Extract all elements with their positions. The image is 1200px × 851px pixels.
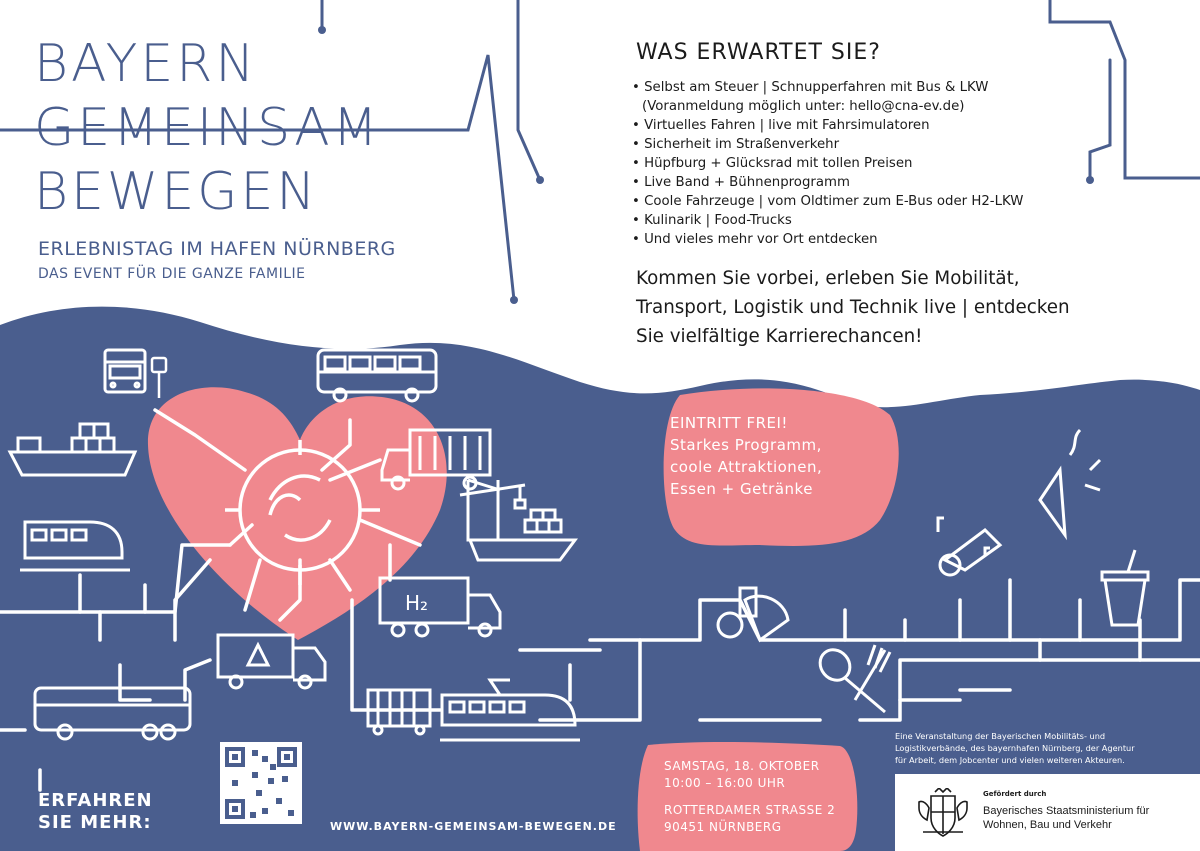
website-link[interactable]: WWW.BAYERN-GEMEINSAM-BEWEGEN.DE [330, 820, 617, 833]
organizer-note-line: Eine Veranstaltung der Bayerischen Mobilitäts- und [895, 731, 1106, 741]
learn-more-label [38, 790, 153, 834]
invitation-line: Sie vielfältige Karrierechancen! [636, 326, 923, 347]
list-item: • Virtuelles Fahren | live mit Fahrsimulatoren [632, 118, 930, 133]
sponsor-box [895, 774, 1200, 851]
organizer-note-line: Logistikverbände, des bayernhafen Nürnberg, der Agentur [895, 743, 1135, 753]
free-entry-line: coole Attraktionen, [670, 458, 823, 476]
free-entry-text [670, 412, 880, 500]
list-item: • Coole Fahrzeuge | vom Oldtimer zum E-Bus oder H2-LKW [632, 194, 1024, 209]
event-details [664, 758, 835, 836]
event-date: SAMSTAG, 18. OKTOBER [664, 759, 820, 773]
list-item: • Und vieles mehr vor Ort entdecken [632, 232, 878, 247]
free-entry-line: Essen + Getränke [670, 480, 813, 498]
event-time: 10:00 – 16:00 UHR [664, 776, 786, 790]
title-line-2: GEMEINSAM [34, 98, 381, 158]
expect-heading: WAS ERWARTET SIE? [636, 40, 881, 65]
title-line-1: BAYERN [34, 34, 258, 94]
event-street: ROTTERDAMER STRASSE 2 [664, 803, 836, 817]
svg-text:H₂: H₂ [405, 591, 429, 615]
list-item: • Live Band + Bühnenprogramm [632, 175, 850, 190]
organizer-note [895, 730, 1195, 766]
free-entry-line: Starkes Programm, [670, 436, 822, 454]
list-item: (Voranmeldung möglich unter: hello@cna-ev.de) [642, 99, 965, 114]
organizer-note-line: für Arbeit, dem Jobcenter und vielen weiteren Akteuren. [895, 755, 1125, 765]
list-item: • Hüpfburg + Glücksrad mit tollen Preisen [632, 156, 913, 171]
list-item: • Kulinarik | Food-Trucks [632, 213, 792, 228]
learn-more-line: ERFAHREN [38, 790, 153, 811]
ministry-name-line: Wohnen, Bau und Verkehr [983, 819, 1112, 831]
invitation-text [636, 264, 1070, 351]
title-line-3: BEWEGEN [34, 162, 319, 222]
learn-more-line: SIE MEHR: [38, 812, 152, 833]
invitation-line: Transport, Logistik und Technik live | entdecken [636, 297, 1070, 318]
free-entry-headline: EINTRITT FREI! [670, 414, 788, 432]
event-subtitle: ERLEBNISTAG IM HAFEN NÜRNBERG [38, 238, 396, 260]
qr-code-icon [220, 742, 302, 824]
bavarian-crest-icon [915, 788, 971, 838]
sponsor-label: Gefördert durch [983, 790, 1047, 798]
ministry-name-line: Bayerisches Staatsministerium für [983, 805, 1150, 817]
event-tagline: DAS EVENT FÜR DIE GANZE FAMILIE [38, 266, 306, 282]
event-city: 90451 NÜRNBERG [664, 820, 782, 834]
ministry-name [983, 804, 1149, 832]
list-item: • Sicherheit im Straßenverkehr [632, 137, 840, 152]
list-item: • Selbst am Steuer | Schnupperfahren mit Bus & LKW [632, 80, 989, 95]
expect-list [632, 78, 1023, 249]
invitation-line: Kommen Sie vorbei, erleben Sie Mobilität, [636, 268, 1020, 289]
